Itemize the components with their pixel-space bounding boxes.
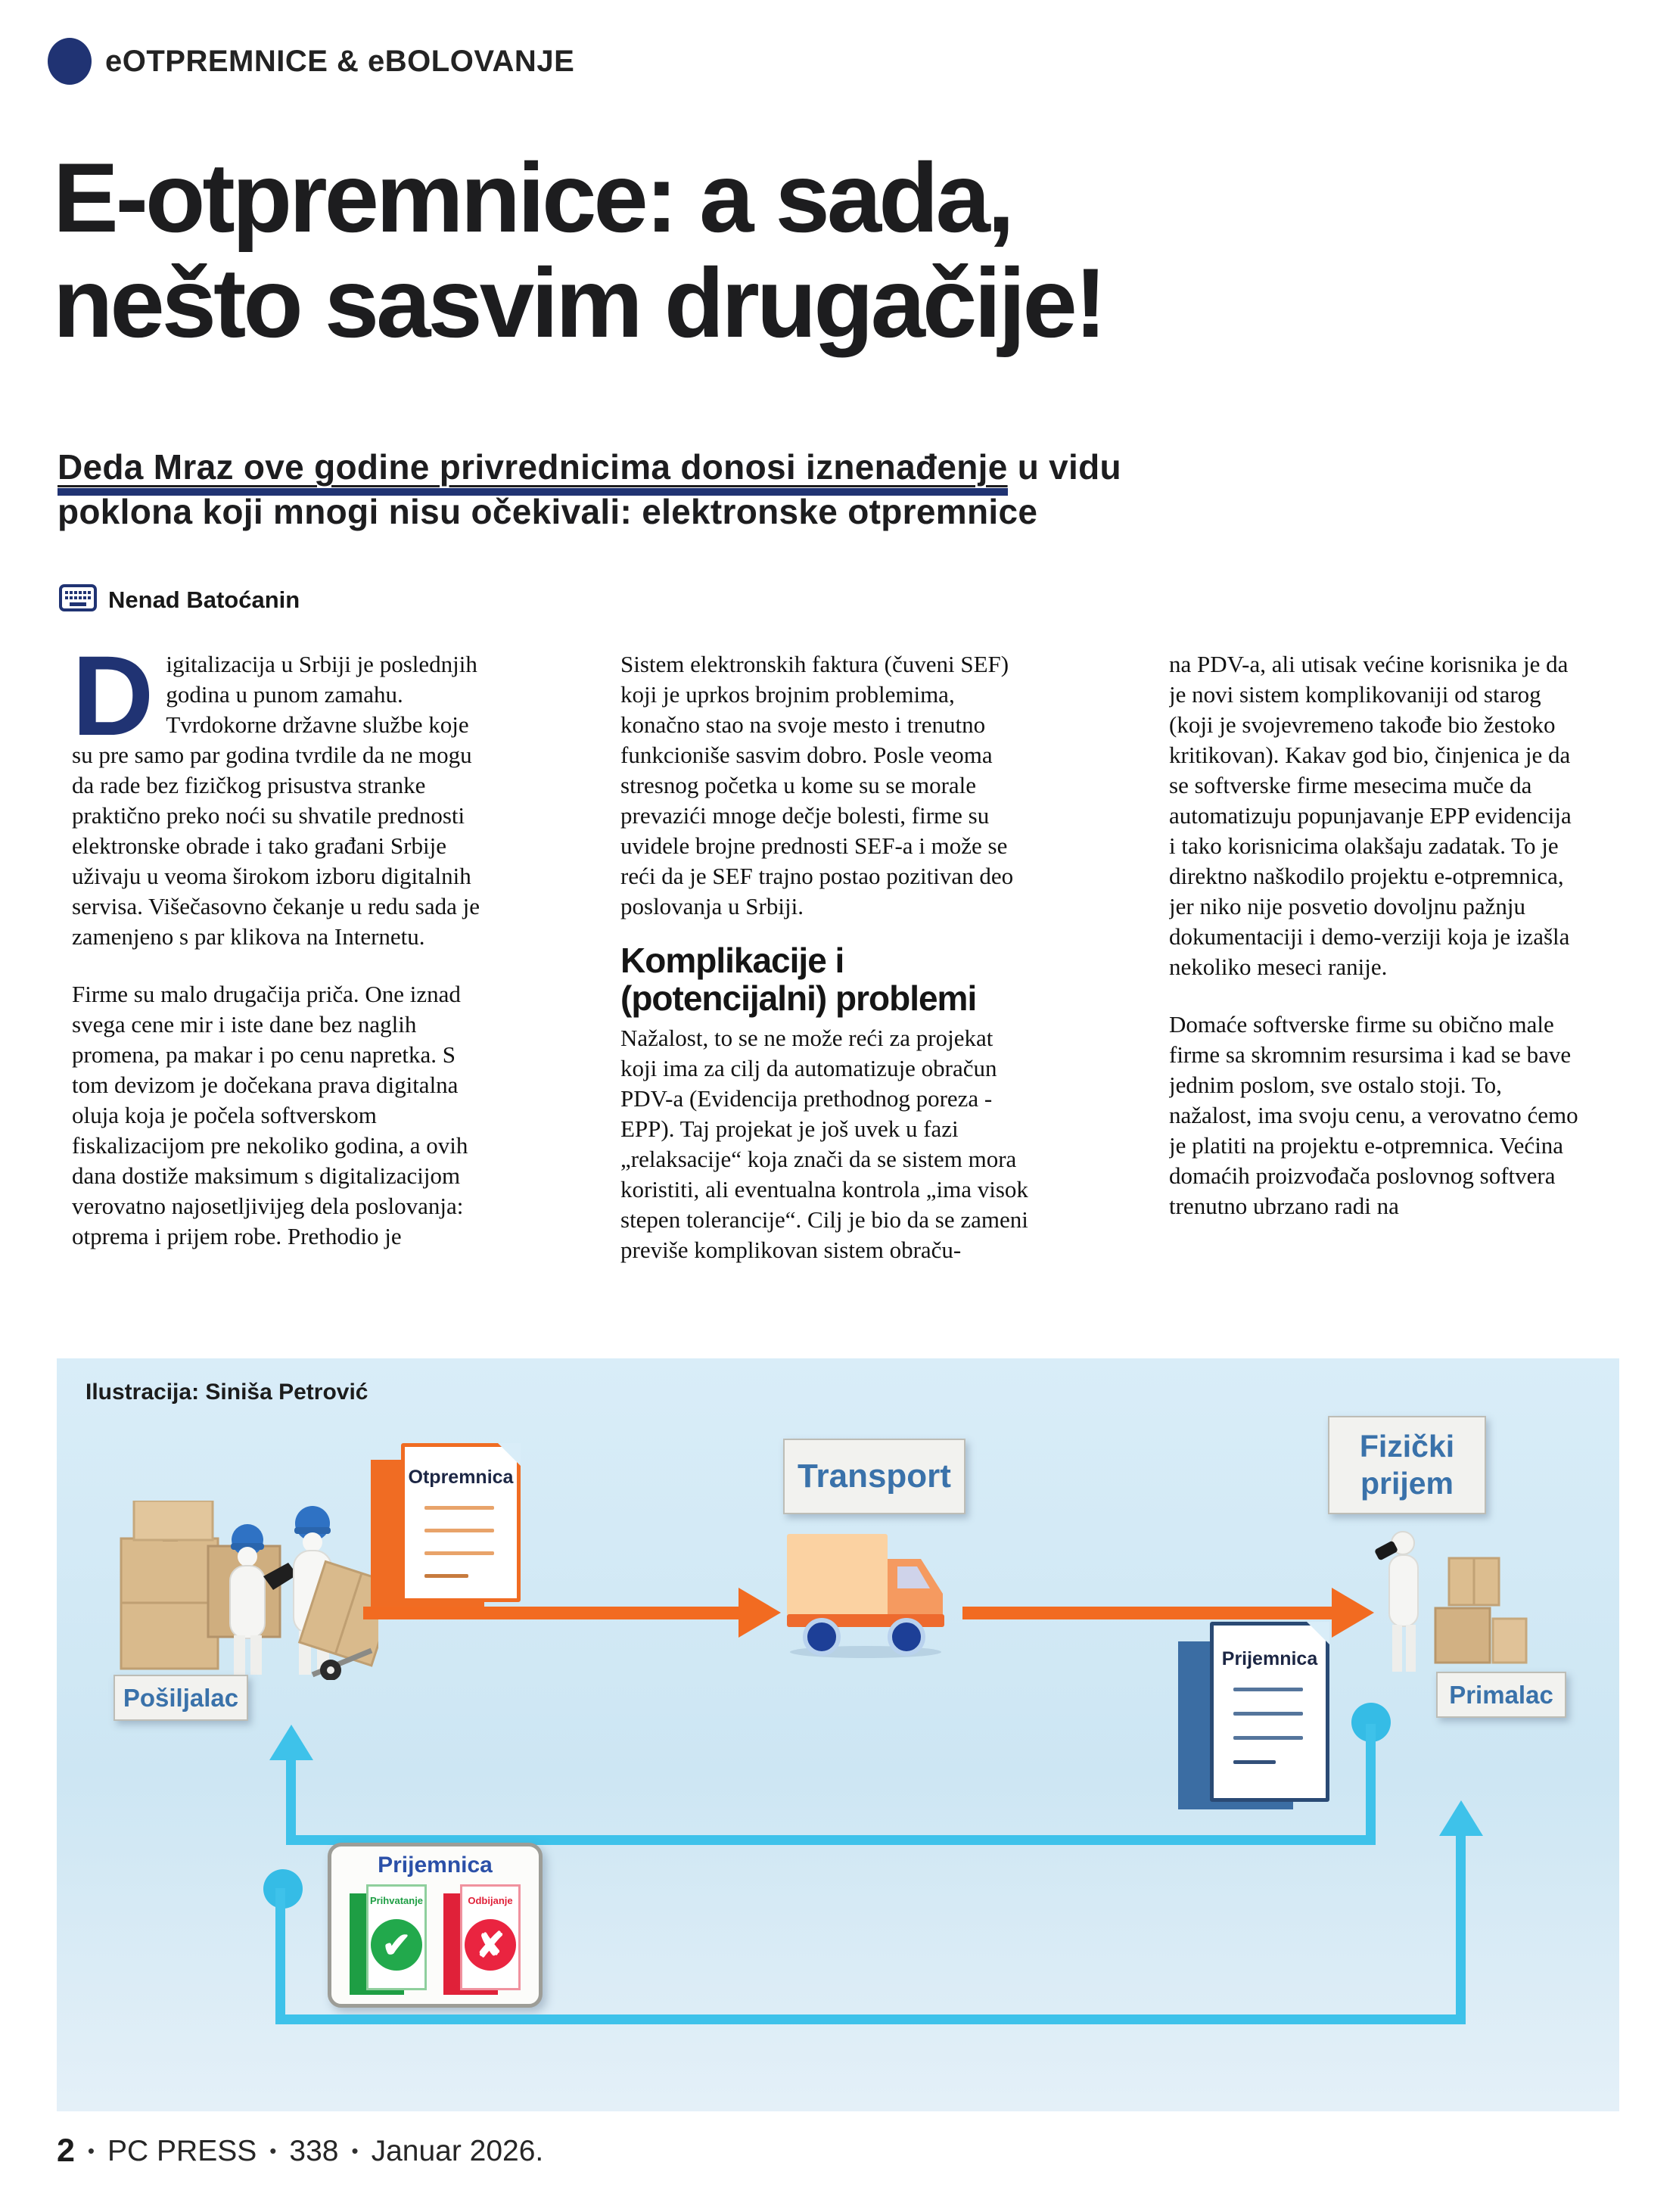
article-column-1 (72, 649, 484, 1355)
flow-line (275, 1888, 285, 2024)
arrowhead-right-icon (738, 1588, 781, 1638)
receipt-document (1178, 1622, 1328, 1812)
arrowhead-up-icon (1439, 1800, 1483, 1836)
paragraph: Firme su malo drugačija priča. One iznad svega cene mir i iste dane bez naglih promena, pa makar i po cenu napretka. S tom devizom je dočekana prava digitalna oluja koja je počela softverskom fiskalizacijom pre nekoliko godina, a ovih dana dostiže maksimum s digitalizacijom verovatno najosetljivijeg dela poslovanja: otprema i prijem robe. Prethodio je (72, 981, 468, 1249)
paragraph: Digitalizacija u Srbiji je poslednjih godina u punom zamahu. Tvrdokorne državne službe koje su pre samo par godina tvrdile da ne mogu da rade bez fizičkog prisustva stranke praktično preko noći su shvatile prednosti elektronske obrade i tako građani Srbije uživaju u veoma širokom izboru digitalnih servisa. Višečasovno čekanje u redu sada je zamenjeno s par klikova na Internetu. (72, 649, 480, 950)
illustration (57, 1358, 1619, 2111)
arrowhead-up-icon (269, 1725, 313, 1760)
keyboard-icon (59, 584, 97, 615)
page-footer (57, 2133, 543, 2170)
document-title: Otpremnica (408, 1467, 514, 1488)
flow-arrow-sender-to-transport (363, 1607, 742, 1619)
paragraph: na PDV-a, ali utisak većine korisnika je da je novi sistem komplikovaniji od starog (koji je svojevremeno takođe bio žestoko kritikovan). Kakav god bio, činjenica je da se softverske firme mesecima muče da automatizuju popunjavanje EPP evidencija i tako korisnicima olakšaju zadatak. To je direktno naškodilo projektu e-otpremnica, jer niko nije posvetio dovoljnu pažnju dokumentaciji i demo-verziji koja je izašla nekoliko meseci ranije. (1169, 651, 1572, 980)
decision-box-title: Prijemnica (378, 1853, 493, 1878)
standfirst-underlined: Deda Mraz ove godine privrednicima donosi iznenađenje (58, 447, 1008, 496)
page-number: 2 (57, 2133, 75, 2169)
standfirst-line2: poklona koji mnogi nisu očekivali: elektronske otpremnice (58, 491, 1038, 531)
document-page (401, 1443, 521, 1602)
headline-line1: E-otpremnice: a sada, (53, 142, 1012, 253)
standfirst (58, 445, 1121, 534)
brand-dot-icon (48, 38, 92, 85)
paragraph: Sistem elektronskih faktura (čuveni SEF) koji je uprkos brojnim problemima, konačno stao na svoje mesto i trenutno funkcioniše sasvim dobro. Posle veoma stresnog početka u kome su se morale prevazići mnoge dečje bolesti, firme su uvidele brojne prednosti SEF-a i može se reći da je SEF trajno postao pozitivan deo poslovanja u Srbiji. (620, 651, 1014, 919)
transport-label: Transport (783, 1439, 965, 1514)
physical-receipt-label: Fizički prijem (1328, 1416, 1486, 1514)
flow-arrow-transport-to-receiver (962, 1607, 1335, 1619)
arrowhead-right-icon (1332, 1588, 1374, 1638)
folded-corner-icon (498, 1443, 521, 1466)
article-column-3 (1169, 649, 1581, 1355)
page-title (53, 142, 1105, 359)
document-page (1210, 1622, 1329, 1802)
article-column-2 (620, 649, 1033, 1355)
flow-line (1456, 1835, 1466, 2023)
author-name: Nenad Batoćanin (108, 586, 300, 613)
truck-graphic (785, 1525, 946, 1659)
received-boxes-graphic (1428, 1557, 1528, 1669)
issue-number: 338 (289, 2134, 339, 2167)
flow-line (1366, 1724, 1376, 1845)
paragraph: Domaće softverske firme su obično male firme sa skromnim resursima i kad se bave jednim poslom, sve ostalo stoji. To, nažalost, ima svoju cenu, a verovatno ćemo je platiti na projektu e-otpremnica. Većina domaćih proizvođača poslovnog softvera trenutno ubrzano radi na (1169, 1011, 1578, 1219)
separator-dot: • (87, 2139, 95, 2162)
headline-line2: nešto sasvim drugačije! (53, 247, 1105, 359)
separator-dot: • (351, 2139, 359, 2162)
receipt-decision-box (328, 1843, 543, 2008)
kicker-label: eOTPREMNICE & eBOLOVANJE (105, 44, 575, 78)
magazine-name: PC PRESS (107, 2134, 257, 2167)
cross-icon: ✘ (465, 1919, 516, 1971)
section-heading: Komplikacije i (potencijalni) problemi (620, 941, 977, 1018)
sender-workers-graphic (117, 1501, 378, 1680)
drop-cap: D (72, 649, 154, 759)
kicker (48, 38, 574, 85)
document-title: Prijemnica (1221, 1648, 1318, 1669)
accept-document (350, 1884, 430, 1999)
standfirst-after: u vidu (1007, 447, 1121, 487)
dispatch-note-document (371, 1443, 521, 1610)
sender-label: Pošiljalac (113, 1675, 248, 1721)
issue-date: Januar 2026. (371, 2134, 544, 2167)
article-body (72, 649, 1581, 1355)
receiver-label: Primalac (1436, 1672, 1566, 1718)
reject-label: Odbijanje (468, 1895, 513, 1906)
reject-document (443, 1884, 524, 1999)
separator-dot: • (269, 2139, 277, 2162)
accept-label: Prihvatanje (369, 1895, 424, 1906)
folded-corner-icon (1307, 1622, 1329, 1644)
paragraph: Nažalost, to se ne može reći za projekat koji ima za cilj da automatizuje obračun PDV-a (Evidencija prethodnog poreza - EPP). Taj projekat je još uvek u fazi „relaksacije“ koja znači da se sistem mora koristiti, ali eventualna kontrola „ima visok stepen tolerancije“. Cilj je bio da se zameni previše komplikovan sistem obraču- (620, 1025, 1028, 1263)
standfirst-line1 (58, 445, 1121, 490)
illustration-credit: Ilustracija: Siniša Petrović (86, 1380, 368, 1405)
checkmark-icon: ✔ (371, 1919, 422, 1971)
receiver-person-graphic (1371, 1523, 1433, 1676)
byline (59, 584, 300, 615)
flow-line (275, 2014, 1466, 2024)
flow-line (286, 1758, 296, 1843)
